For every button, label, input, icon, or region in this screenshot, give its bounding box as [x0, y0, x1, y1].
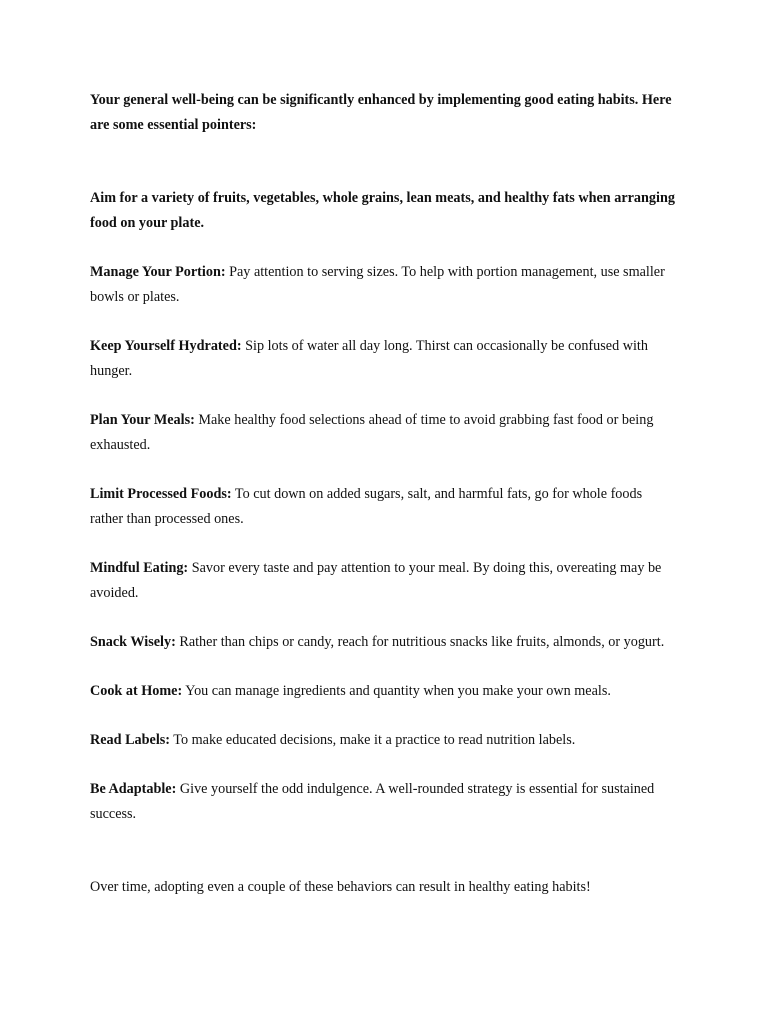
tip-text: Make healthy food selections ahead of time to avoid grabbing fast food or being exhausted.: [90, 412, 654, 453]
tip-title: Plan Your Meals:: [90, 412, 195, 428]
tip-text: Sip lots of water all day long. Thirst can occasionally be confused with hunger.: [90, 338, 648, 379]
tip-title: Mindful Eating:: [90, 560, 189, 576]
intro-paragraph: Your general well-being can be significantly enhanced by implementing good eating habits. Here are some essential pointers:: [90, 92, 672, 133]
tip-title: Be Adaptable:: [90, 781, 177, 797]
tip-read-labels: [90, 728, 676, 753]
tip-text: Savor every taste and pay attention to your meal. By doing this, overeating may be avoided.: [90, 560, 662, 601]
tip-title: Limit Processed Foods:: [90, 486, 232, 502]
tip-be-adaptable: [90, 777, 676, 827]
tip-mindful-eating: [90, 556, 676, 606]
tip-text: To make educated decisions, make it a practice to read nutrition labels.: [170, 732, 576, 748]
closing-paragraph: Over time, adopting even a couple of these behaviors can result in healthy eating habits!: [90, 879, 591, 895]
tip-title: Manage Your Portion:: [90, 264, 226, 280]
tip-text: You can manage ingredients and quantity when you make your own meals.: [182, 683, 611, 699]
tip-text: To cut down on added sugars, salt, and harmful fats, go for whole foods rather than processed ones.: [90, 486, 643, 527]
tip-text: Give yourself the odd indulgence. A well-rounded strategy is essential for sustained success.: [90, 781, 655, 822]
tip-text: Pay attention to serving sizes. To help with portion management, use smaller bowls or plates.: [90, 264, 665, 305]
tip-limit-processed: [90, 482, 676, 532]
tip-text: Rather than chips or candy, reach for nutritious snacks like fruits, almonds, or yogurt.: [175, 634, 665, 650]
tip-title: Snack Wisely:: [90, 634, 176, 650]
tip-hydration: [90, 334, 676, 384]
tip-plan-meals: [90, 408, 676, 458]
document-body: [90, 88, 676, 900]
tip-title: Keep Yourself Hydrated:: [90, 338, 242, 354]
tip-snack-wisely: [90, 630, 676, 655]
tip-cook-at-home: [90, 679, 676, 704]
tip-title: Cook at Home:: [90, 683, 183, 699]
tip-title: Read Labels:: [90, 732, 171, 748]
plate-variety-tip: Aim for a variety of fruits, vegetables, whole grains, lean meats, and healthy fats when arranging food on your plate.: [90, 190, 675, 231]
tip-manage-portion: [90, 260, 676, 310]
